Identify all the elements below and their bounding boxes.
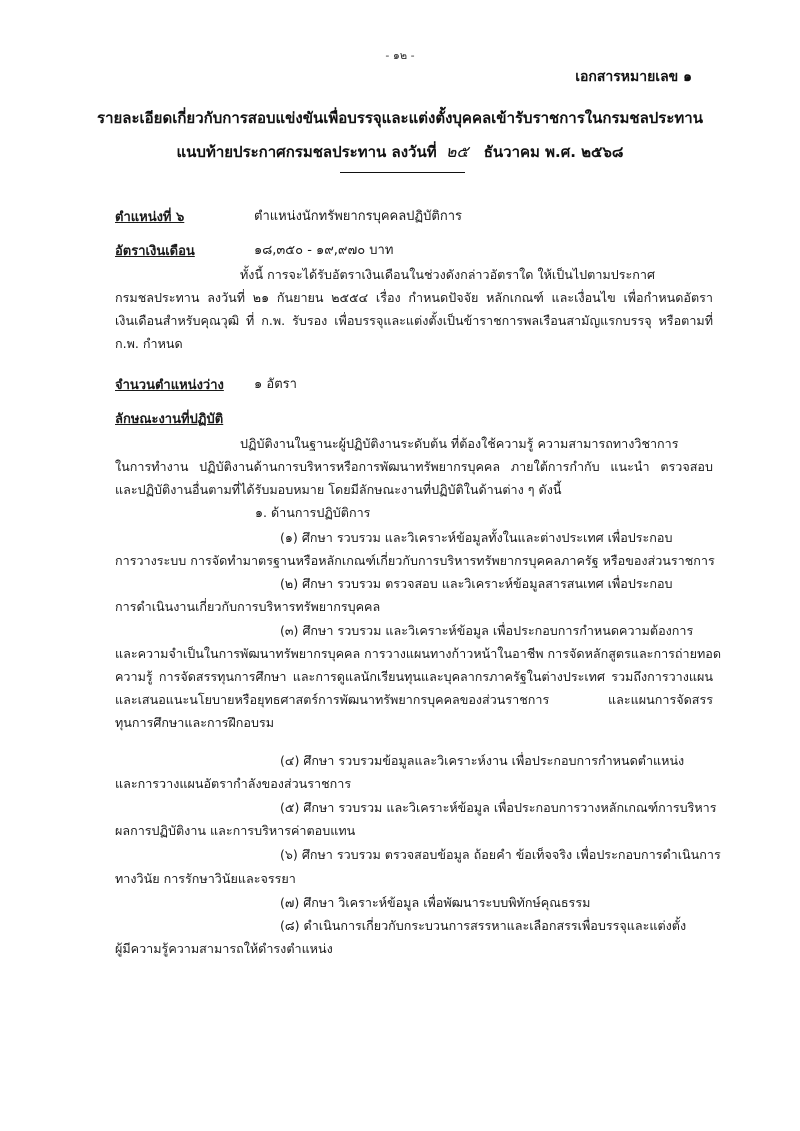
duty-item: (๕) ศึกษา รวบรวม และวิเคราะห์ข้อมูล เพื่อประกอบการวางหลักเกณฑ์การบริหาร <box>280 800 717 815</box>
duties-intro-line: และปฏิบัติงานอื่นตามที่ได้รับมอบหมาย โดยมีลักษณะงานที่ปฏิบัติในด้านต่าง ๆ ดังนี้ <box>115 482 562 497</box>
duty-item-continuation: และเสนอแนะนโยบายหรือยุทธศาสตร์การพัฒนาทรัพยากรบุคคลของส่วนราชการ และแผนการจัดสรร <box>115 692 713 707</box>
duty-item: (๓) ศึกษา รวบรวม และวิเคราะห์ข้อมูล เพื่อประกอบการกำหนดความต้องการ <box>280 623 694 638</box>
duty-item: (๒) ศึกษา รวบรวม ตรวจสอบ และวิเคราะห์ข้อมูลสารสนเทศ เพื่อประกอบ <box>280 576 673 591</box>
duty-item-continuation: ผลการปฏิบัติงาน และการบริหารค่าตอบแทน <box>115 823 356 838</box>
page-number: - ๑๒ - <box>385 49 415 62</box>
position-value: ตำแหน่งนักทรัพยากรบุคคลปฏิบัติการ <box>254 209 463 224</box>
document-title-line-2 <box>0 140 800 165</box>
duty-item: (๘) ดำเนินการเกี่ยวกับกระบวนการสรรหาและเลือกสรรเพื่อบรรจุและแต่งตั้ง <box>280 918 687 933</box>
salary-value: ๑๘,๓๕๐ - ๑๙,๙๗๐ บาท <box>254 243 394 258</box>
duty-item: (๔) ศึกษา รวบรวมข้อมูลและวิเคราะห์งาน เพื่อประกอบการกำหนดตำแหน่ง <box>280 753 685 768</box>
salary-label: อัตราเงินเดือน <box>115 244 195 259</box>
duty-item-continuation: การวางระบบ การจัดทำมาตรฐานหรือหลักเกณฑ์เกี่ยวกับการบริหารทรัพยากรบุคคลภาครัฐ หรือของส่วนราชการ <box>115 553 715 568</box>
vacancies-label: จำนวนตำแหน่งว่าง <box>115 378 224 393</box>
title-separator <box>340 172 465 173</box>
duties-intro-line: ในการทำงาน ปฏิบัติงานด้านการบริหารหรือการพัฒนาทรัพยากรบุคคล ภายใต้การกำกับ แนะนำ ตรวจสอบ <box>115 459 713 474</box>
duty-item-continuation: ผู้มีความรู้ความสามารถให้ดำรงตำแหน่ง <box>115 941 333 956</box>
duty-item: (๗) ศึกษา วิเคราะห์ข้อมูล เพื่อพัฒนาระบบพิทักษ์คุณธรรม <box>280 895 591 910</box>
duty-item-continuation: ความรู้ การจัดสรรทุนการศึกษา และการดูแลนักเรียนทุนและบุคลากรภาครัฐในต่างประเทศ รวมถึงการวางแผน <box>115 669 713 684</box>
salary-note-line: เงินเดือนสำหรับคุณวุฒิ ที่ ก.พ. รับรอง เพื่อบรรจุและแต่งตั้งเป็นข้าราชการพลเรือนสามัญแรกบรรจุ หรือตามที่ <box>115 313 713 328</box>
position-label: ตำแหน่งที่ ๖ <box>115 210 185 225</box>
duty-item-continuation: ทุนการศึกษาและการฝึกอบรม <box>115 715 275 730</box>
salary-note-line: ทั้งนี้ การจะได้รับอัตราเงินเดือนในช่วงดังกล่าวอัตราใด ให้เป็นไปตามประกาศ <box>240 267 655 282</box>
salary-note-line: กรมชลประทาน ลงวันที่ ๒๑ กันยายน ๒๕๕๔ เรื่อง กำหนดปัจจัย หลักเกณฑ์ และเงื่อนไข เพื่อกำหนดอัตรา <box>115 290 713 305</box>
handwritten-day: ๒๕ <box>445 142 469 161</box>
section-heading: ๑. ด้านการปฏิบัติการ <box>255 505 371 520</box>
duties-label: ลักษณะงานที่ปฏิบัติ <box>115 412 224 427</box>
duty-item: (๑) ศึกษา รวบรวม และวิเคราะห์ข้อมูลทั้งในและต่างประเทศ เพื่อประกอบ <box>280 530 673 545</box>
duties-intro-line: ปฏิบัติงานในฐานะผู้ปฏิบัติงานระดับต้น ที่ต้องใช้ความรู้ ความสามารถทางวิชาการ <box>240 436 679 451</box>
vacancies-value: ๑ อัตรา <box>254 377 297 392</box>
duty-item: (๖) ศึกษา รวบรวม ตรวจสอบข้อมูล ถ้อยคำ ข้อเท็จจริง เพื่อประกอบการดำเนินการ <box>280 847 721 862</box>
salary-note-line: ก.พ. กำหนด <box>115 336 183 351</box>
document-reference: เอกสารหมายเลข ๑ <box>575 69 692 85</box>
duty-item-continuation: ทางวินัย การรักษาวินัยและจรรยา <box>115 871 296 886</box>
duty-item-continuation: และความจำเป็นในการพัฒนาทรัพยากรบุคคล การวางแผนทางก้าวหน้าในอาชีพ การจัดหลักสูตรและการถ่ายทอด <box>115 646 722 661</box>
duty-item-continuation: การดำเนินงานเกี่ยวกับการบริหารทรัพยากรบุคคล <box>115 599 381 614</box>
title-prefix: แนบท้ายประกาศกรมชลประทาน ลงวันที่ <box>176 143 437 161</box>
duty-item-continuation: และการวางแผนอัตรากำลังของส่วนราชการ <box>115 776 352 791</box>
document-title-line-1: รายละเอียดเกี่ยวกับการสอบแข่งขันเพื่อบรรจุและแต่งตั้งบุคคลเข้ารับราชการในกรมชลประทาน <box>97 109 703 127</box>
title-suffix: ธันวาคม พ.ศ. ๒๕๖๘ <box>483 143 624 161</box>
